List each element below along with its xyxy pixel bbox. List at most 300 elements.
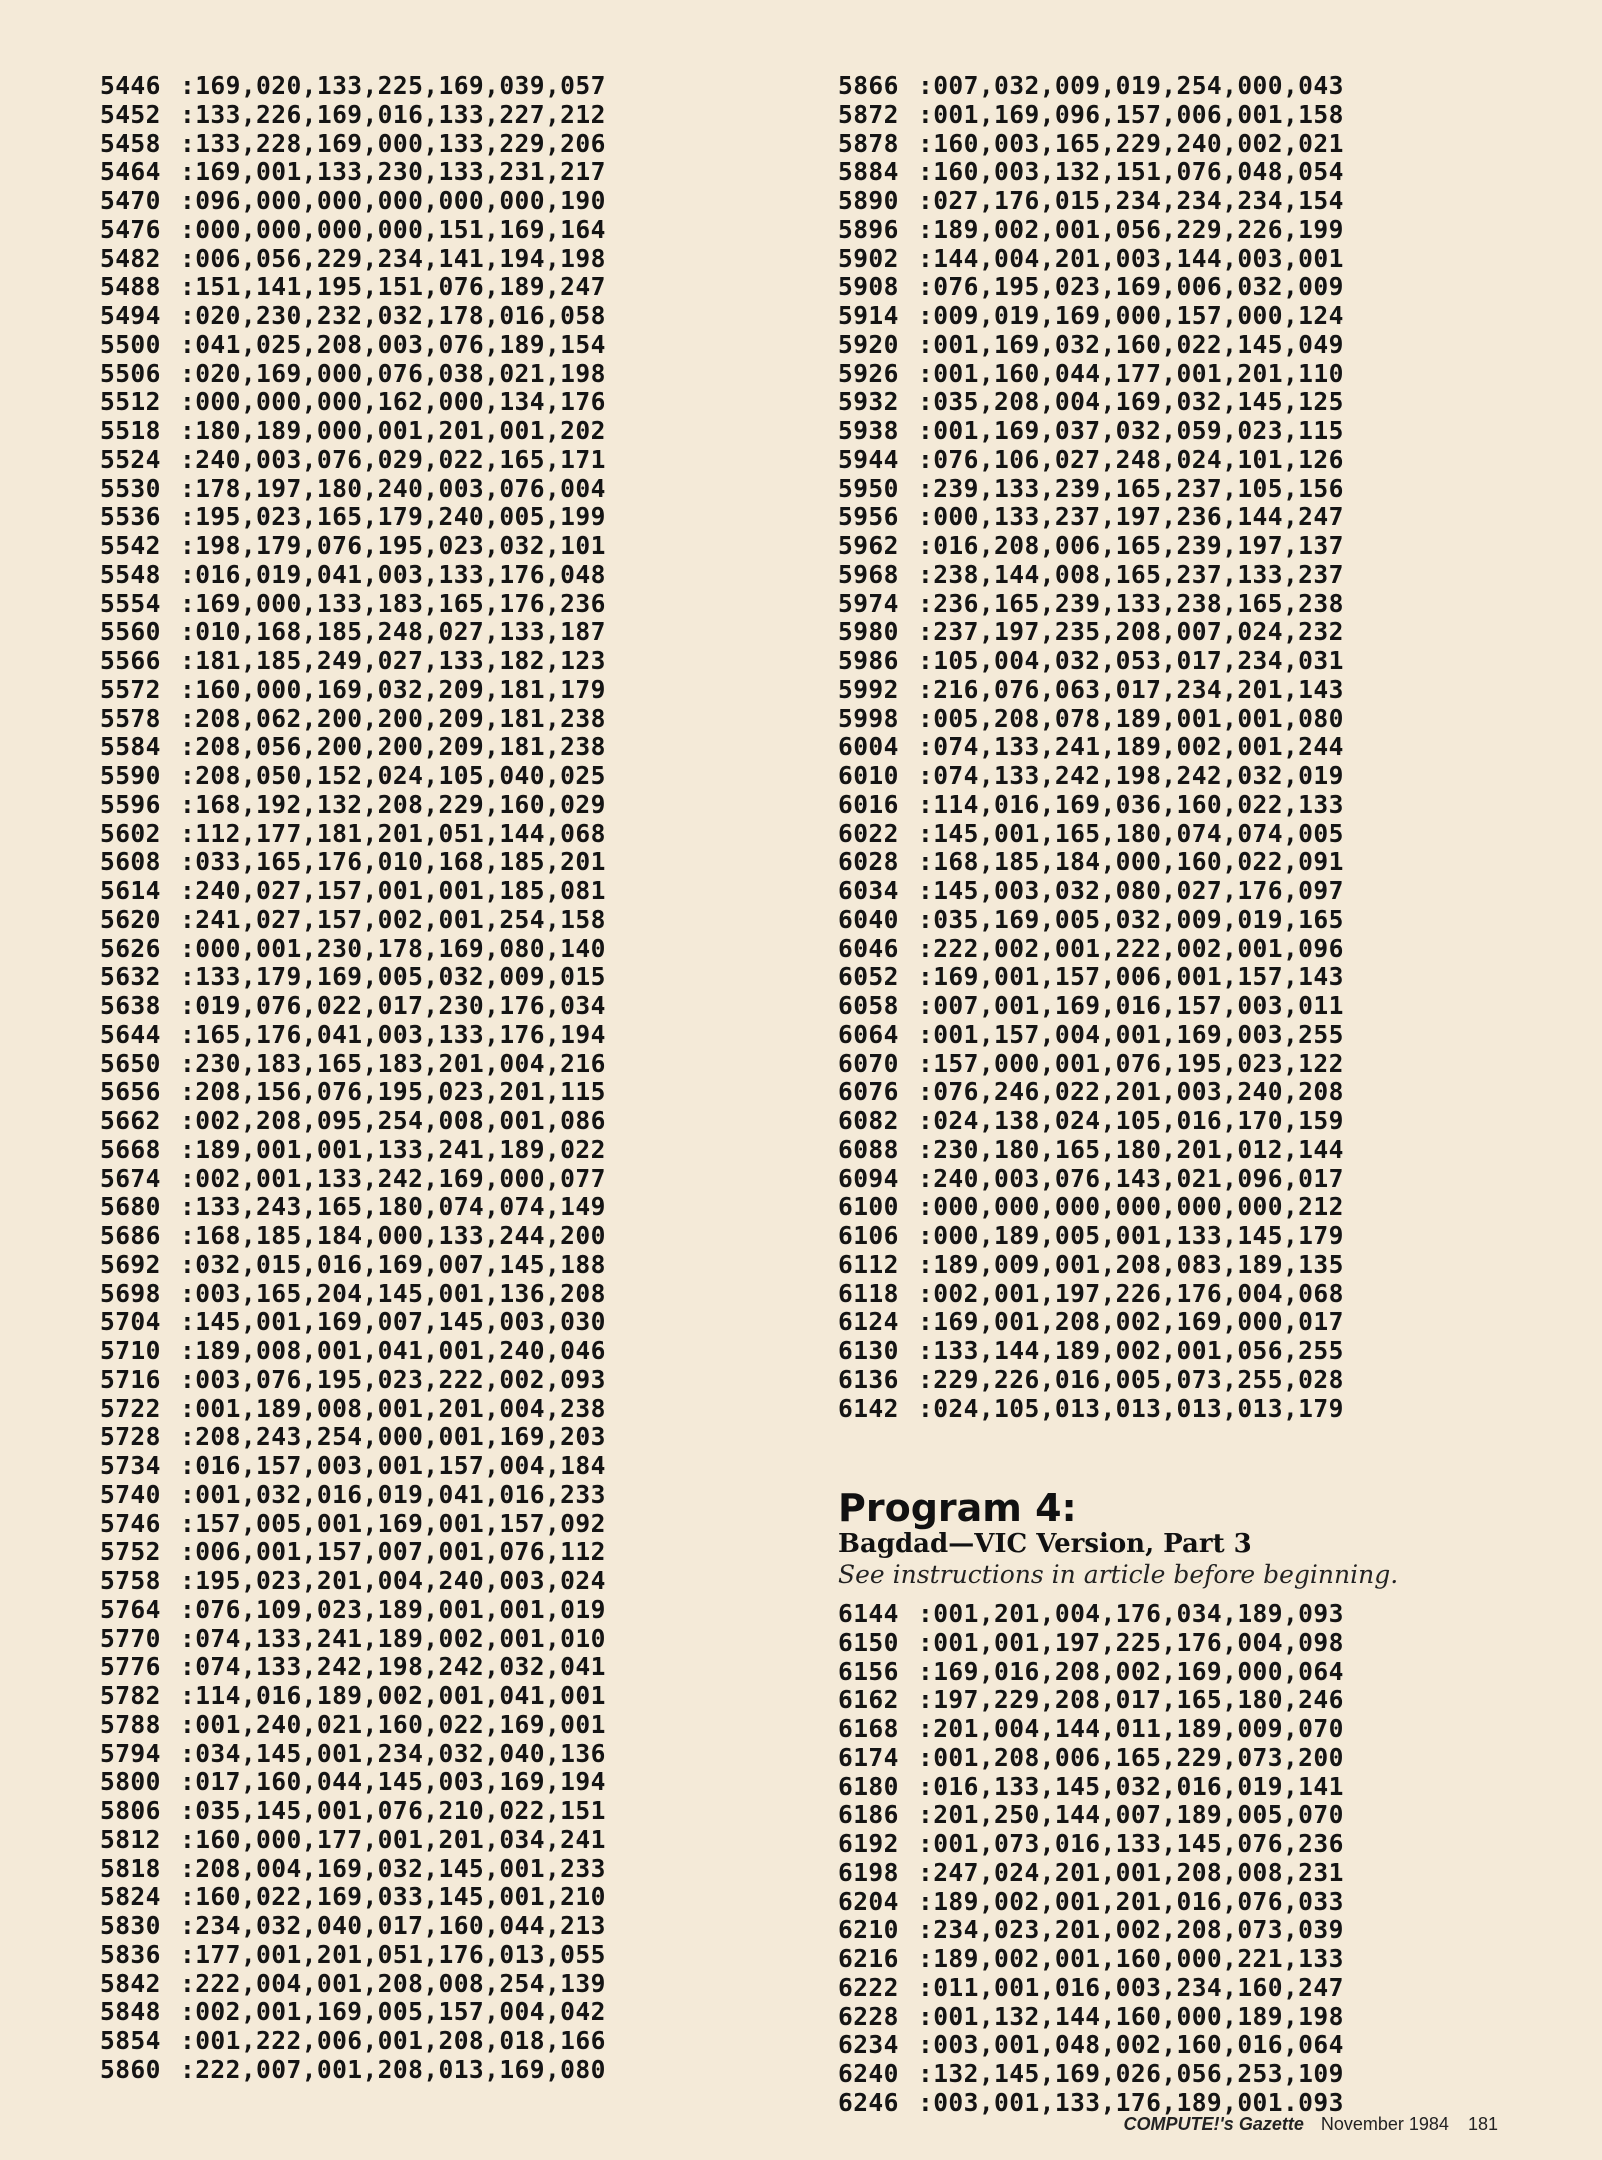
listing-line bbox=[100, 1826, 606, 1855]
line-number: 5494 bbox=[100, 301, 161, 330]
listing-line bbox=[100, 1653, 606, 1682]
listing-line bbox=[838, 647, 1344, 676]
line-number: 5656 bbox=[100, 1077, 161, 1107]
line-data: :001,222,006,001,208,018,166 bbox=[180, 2026, 606, 2055]
listing-line bbox=[100, 1337, 606, 1366]
line-number: 5992 bbox=[838, 674, 899, 704]
line-number: 5908 bbox=[838, 272, 899, 302]
line-data: :238,144,008,165,237,133,237 bbox=[918, 559, 1344, 589]
listing-line bbox=[100, 1510, 606, 1539]
line-data: :007,032,009,019,254,000,043 bbox=[918, 71, 1344, 100]
listing-line bbox=[838, 216, 1344, 245]
listing-line bbox=[100, 245, 606, 274]
line-number: 5782 bbox=[100, 1681, 161, 1710]
listing-line bbox=[100, 1165, 606, 1194]
line-data: :003,001,048,002,160,016,064 bbox=[918, 2030, 1344, 2060]
line-data: :198,179,076,195,023,032,101 bbox=[180, 531, 606, 560]
line-data: :074,133,241,189,002,001,244 bbox=[918, 732, 1344, 762]
listing-line bbox=[100, 417, 606, 446]
line-data: :001,169,096,157,006,001,158 bbox=[918, 99, 1344, 129]
line-data: :178,197,180,240,003,076,004 bbox=[180, 473, 606, 503]
listing-line bbox=[838, 1945, 1344, 1974]
line-data: :189,002,001,056,229,226,199 bbox=[918, 214, 1344, 244]
line-data: :208,243,254,000,001,169,203 bbox=[180, 1422, 606, 1452]
line-number: 5602 bbox=[100, 818, 161, 848]
line-data: :001,160,044,177,001,201,110 bbox=[918, 358, 1344, 388]
line-data: :009,019,169,000,157,000,124 bbox=[918, 301, 1344, 330]
line-data: :160,022,169,033,145,001,210 bbox=[180, 1882, 606, 1912]
listing-line bbox=[838, 1308, 1344, 1337]
listing-line bbox=[838, 1686, 1344, 1715]
line-data: :000,000,000,000,151,169,164 bbox=[180, 214, 606, 244]
listing-line bbox=[100, 1941, 606, 1970]
line-number: 5860 bbox=[100, 2054, 161, 2084]
line-data: :177,001,201,051,176,013,055 bbox=[180, 1939, 606, 1969]
line-number: 5926 bbox=[838, 358, 899, 388]
listing-line bbox=[838, 848, 1344, 877]
line-data: :011,001,016,003,234,160,247 bbox=[918, 1972, 1344, 2002]
program-title: Program 4: bbox=[838, 1486, 1077, 1530]
line-number: 5950 bbox=[838, 473, 899, 503]
listing-line bbox=[838, 590, 1344, 619]
line-data: :222,007,001,208,013,169,080 bbox=[180, 2054, 606, 2084]
line-number: 6118 bbox=[838, 1278, 899, 1308]
line-data: :168,192,132,208,229,160,029 bbox=[180, 789, 606, 819]
line-data: :197,229,208,017,165,180,246 bbox=[918, 1685, 1344, 1715]
line-data: :041,025,208,003,076,189,154 bbox=[180, 329, 606, 359]
line-number: 5566 bbox=[100, 646, 161, 675]
line-data: :133,243,165,180,074,074,149 bbox=[180, 1192, 606, 1222]
line-data: :035,208,004,169,032,145,125 bbox=[918, 387, 1344, 417]
line-data: :027,176,015,234,234,234,154 bbox=[918, 186, 1344, 215]
line-number: 5584 bbox=[100, 732, 161, 762]
line-data: :002,001,169,005,157,004,042 bbox=[180, 1997, 606, 2027]
listing-line bbox=[100, 1452, 606, 1481]
line-number: 5776 bbox=[100, 1652, 161, 1682]
listing-line bbox=[100, 1050, 606, 1079]
listing-line bbox=[100, 1423, 606, 1452]
line-number: 5692 bbox=[100, 1249, 161, 1279]
line-data: :010,168,185,248,027,133,187 bbox=[180, 617, 606, 647]
line-data: :165,176,041,003,133,176,194 bbox=[180, 1019, 606, 1049]
line-data: :240,003,076,143,021,096,017 bbox=[918, 1163, 1344, 1193]
line-data: :168,185,184,000,133,244,200 bbox=[180, 1221, 606, 1250]
listing-line bbox=[838, 158, 1344, 187]
line-number: 5548 bbox=[100, 559, 161, 589]
listing-line bbox=[838, 245, 1344, 274]
line-number: 5482 bbox=[100, 243, 161, 273]
line-number: 5446 bbox=[100, 71, 161, 100]
line-number: 5578 bbox=[100, 703, 161, 733]
listing-line bbox=[100, 676, 606, 705]
line-data: :017,160,044,145,003,169,194 bbox=[180, 1767, 606, 1797]
line-data: :189,002,001,201,016,076,033 bbox=[918, 1886, 1344, 1916]
line-number: 5710 bbox=[100, 1336, 161, 1365]
line-number: 5458 bbox=[100, 128, 161, 158]
line-number: 5596 bbox=[100, 789, 161, 819]
listing-line bbox=[100, 2056, 606, 2085]
line-data: :169,020,133,225,169,039,057 bbox=[180, 71, 606, 100]
line-number: 5896 bbox=[838, 214, 899, 244]
line-number: 6028 bbox=[838, 847, 899, 877]
footer-date: November 1984 bbox=[1320, 2114, 1449, 2134]
line-number: 5536 bbox=[100, 502, 161, 532]
listing-line bbox=[838, 963, 1344, 992]
line-number: 5848 bbox=[100, 1997, 161, 2027]
line-number: 5728 bbox=[100, 1422, 161, 1452]
line-data: :237,197,235,208,007,024,232 bbox=[918, 617, 1344, 647]
line-data: :208,056,200,200,209,181,238 bbox=[180, 732, 606, 762]
line-number: 6052 bbox=[838, 962, 899, 992]
listing-line bbox=[838, 733, 1344, 762]
line-data: :016,133,145,032,016,019,141 bbox=[918, 1771, 1344, 1801]
footer-page-number: 181 bbox=[1467, 2114, 1498, 2134]
line-number: 5914 bbox=[838, 301, 899, 330]
listing-line bbox=[838, 1859, 1344, 1888]
listing-line bbox=[100, 992, 606, 1021]
listing-line bbox=[838, 1888, 1344, 1917]
listing-line bbox=[838, 1193, 1344, 1222]
listing-line bbox=[100, 1625, 606, 1654]
listing-line bbox=[100, 1308, 606, 1337]
line-data: :133,228,169,000,133,229,206 bbox=[180, 128, 606, 158]
line-data: :035,145,001,076,210,022,151 bbox=[180, 1796, 606, 1825]
line-number: 5866 bbox=[838, 71, 899, 100]
line-number: 5530 bbox=[100, 473, 161, 503]
line-number: 5644 bbox=[100, 1019, 161, 1049]
line-number: 5518 bbox=[100, 416, 161, 445]
line-data: :208,004,169,032,145,001,233 bbox=[180, 1853, 606, 1883]
listing-line bbox=[100, 877, 606, 906]
line-data: :234,032,040,017,160,044,213 bbox=[180, 1911, 606, 1940]
listing-line bbox=[100, 503, 606, 532]
line-number: 6112 bbox=[838, 1249, 899, 1279]
line-number: 5662 bbox=[100, 1106, 161, 1135]
line-number: 6210 bbox=[838, 1915, 899, 1945]
line-data: :189,002,001,160,000,221,133 bbox=[918, 1944, 1344, 1973]
listing-line bbox=[838, 1744, 1344, 1773]
line-data: :169,000,133,183,165,176,236 bbox=[180, 588, 606, 618]
line-data: :074,133,242,198,242,032,041 bbox=[180, 1652, 606, 1682]
listing-line bbox=[838, 992, 1344, 1021]
line-number: 6016 bbox=[838, 789, 899, 819]
line-data: :002,208,095,254,008,001,086 bbox=[180, 1106, 606, 1135]
listing-line bbox=[838, 1395, 1344, 1424]
listing-line bbox=[838, 791, 1344, 820]
line-data: :001,073,016,133,145,076,236 bbox=[918, 1829, 1344, 1858]
line-data: :234,023,201,002,208,073,039 bbox=[918, 1915, 1344, 1945]
listing-line bbox=[838, 130, 1344, 159]
line-data: :020,169,000,076,038,021,198 bbox=[180, 358, 606, 388]
line-number: 5512 bbox=[100, 387, 161, 417]
line-number: 5932 bbox=[838, 387, 899, 417]
line-number: 6150 bbox=[838, 1627, 899, 1657]
listing-line bbox=[100, 1251, 606, 1280]
line-number: 5638 bbox=[100, 991, 161, 1020]
line-number: 6130 bbox=[838, 1336, 899, 1365]
listing-line bbox=[100, 1768, 606, 1797]
line-data: :208,156,076,195,023,201,115 bbox=[180, 1077, 606, 1107]
line-data: :180,189,000,001,201,001,202 bbox=[180, 416, 606, 445]
listing-line bbox=[100, 1797, 606, 1826]
listing-line bbox=[100, 963, 606, 992]
line-data: :007,001,169,016,157,003,011 bbox=[918, 991, 1344, 1020]
line-number: 5614 bbox=[100, 876, 161, 905]
line-data: :002,001,197,226,176,004,068 bbox=[918, 1278, 1344, 1308]
listing-line bbox=[838, 475, 1344, 504]
listing-line bbox=[838, 2031, 1344, 2060]
line-number: 5500 bbox=[100, 329, 161, 359]
listing-line bbox=[100, 1366, 606, 1395]
line-number: 5806 bbox=[100, 1796, 161, 1825]
line-data: :001,001,197,225,176,004,098 bbox=[918, 1627, 1344, 1657]
listing-line bbox=[838, 561, 1344, 590]
program-note: See instructions in article before beginning. bbox=[838, 1560, 1399, 1589]
line-number: 5788 bbox=[100, 1709, 161, 1739]
line-data: :005,208,078,189,001,001,080 bbox=[918, 703, 1344, 733]
listing-line bbox=[100, 1107, 606, 1136]
line-number: 5590 bbox=[100, 761, 161, 790]
listing-line bbox=[100, 130, 606, 159]
line-data: :076,246,022,201,003,240,208 bbox=[918, 1077, 1344, 1107]
line-data: :003,001,133,176,189,001.093 bbox=[918, 2087, 1344, 2117]
line-number: 5572 bbox=[100, 674, 161, 704]
line-number: 5488 bbox=[100, 272, 161, 302]
footer-magazine: COMPUTE!'s Gazette bbox=[1123, 2114, 1304, 2134]
line-data: :076,106,027,248,024,101,126 bbox=[918, 444, 1344, 474]
listing-line bbox=[838, 446, 1344, 475]
listing-line bbox=[838, 532, 1344, 561]
line-data: :132,145,169,026,056,253,109 bbox=[918, 2059, 1344, 2088]
line-data: :033,165,176,010,168,185,201 bbox=[180, 847, 606, 877]
listing-line bbox=[100, 1998, 606, 2027]
listing-line bbox=[838, 503, 1344, 532]
line-data: :169,001,208,002,169,000,017 bbox=[918, 1307, 1344, 1337]
line-number: 6186 bbox=[838, 1800, 899, 1830]
line-number: 5686 bbox=[100, 1221, 161, 1250]
line-number: 5956 bbox=[838, 502, 899, 532]
line-number: 5620 bbox=[100, 904, 161, 934]
line-number: 5476 bbox=[100, 214, 161, 244]
line-data: :001,032,016,019,041,016,233 bbox=[180, 1479, 606, 1509]
line-data: :074,133,242,198,242,032,019 bbox=[918, 761, 1344, 790]
line-number: 5980 bbox=[838, 617, 899, 647]
listing-line bbox=[838, 1801, 1344, 1830]
line-data: :032,015,016,169,007,145,188 bbox=[180, 1249, 606, 1279]
page-footer bbox=[1124, 2114, 1498, 2135]
listing-line bbox=[100, 158, 606, 187]
line-data: :034,145,001,234,032,040,136 bbox=[180, 1738, 606, 1768]
line-data: :160,003,165,229,240,002,021 bbox=[918, 128, 1344, 158]
line-data: :001,201,004,176,034,189,093 bbox=[918, 1599, 1344, 1628]
line-number: 6034 bbox=[838, 876, 899, 905]
line-data: :168,185,184,000,160,022,091 bbox=[918, 847, 1344, 877]
line-data: :195,023,201,004,240,003,024 bbox=[180, 1566, 606, 1595]
line-data: :240,027,157,001,001,185,081 bbox=[180, 876, 606, 905]
line-number: 6100 bbox=[838, 1192, 899, 1222]
line-data: :160,003,132,151,076,048,054 bbox=[918, 157, 1344, 187]
line-data: :169,016,208,002,169,000,064 bbox=[918, 1656, 1344, 1686]
listing-line bbox=[838, 1050, 1344, 1079]
line-data: :145,001,169,007,145,003,030 bbox=[180, 1307, 606, 1337]
line-data: :145,003,032,080,027,176,097 bbox=[918, 876, 1344, 905]
listing-line bbox=[838, 1629, 1344, 1658]
listing-line bbox=[838, 273, 1344, 302]
line-number: 5452 bbox=[100, 99, 161, 129]
line-data: :016,208,006,165,239,197,137 bbox=[918, 531, 1344, 560]
line-data: :000,001,230,178,169,080,140 bbox=[180, 933, 606, 963]
line-data: :240,003,076,029,022,165,171 bbox=[180, 444, 606, 474]
listing-line bbox=[100, 446, 606, 475]
line-number: 5524 bbox=[100, 444, 161, 474]
program4-listing bbox=[838, 1600, 1344, 2118]
listing-line bbox=[838, 1021, 1344, 1050]
line-number: 6198 bbox=[838, 1857, 899, 1887]
listing-line bbox=[100, 935, 606, 964]
line-data: :160,000,169,032,209,181,179 bbox=[180, 674, 606, 704]
line-number: 6076 bbox=[838, 1077, 899, 1107]
line-data: :074,133,241,189,002,001,010 bbox=[180, 1623, 606, 1653]
listing-line bbox=[838, 676, 1344, 705]
line-data: :006,001,157,007,001,076,112 bbox=[180, 1537, 606, 1567]
listing-line bbox=[100, 360, 606, 389]
line-number: 6070 bbox=[838, 1048, 899, 1078]
listing-line bbox=[838, 1165, 1344, 1194]
line-data: :001,240,021,160,022,169,001 bbox=[180, 1709, 606, 1739]
line-number: 5998 bbox=[838, 703, 899, 733]
line-data: :035,169,005,032,009,019,165 bbox=[918, 904, 1344, 934]
listing-line bbox=[838, 417, 1344, 446]
line-number: 5608 bbox=[100, 847, 161, 877]
listing-line bbox=[838, 820, 1344, 849]
line-data: :003,165,204,145,001,136,208 bbox=[180, 1278, 606, 1308]
line-data: :157,000,001,076,195,023,122 bbox=[918, 1048, 1344, 1078]
line-number: 5698 bbox=[100, 1278, 161, 1308]
line-data: :160,000,177,001,201,034,241 bbox=[180, 1824, 606, 1854]
listing-line bbox=[100, 302, 606, 331]
line-data: :003,076,195,023,222,002,093 bbox=[180, 1364, 606, 1394]
listing-line bbox=[100, 1711, 606, 1740]
listing-line bbox=[838, 877, 1344, 906]
line-number: 5464 bbox=[100, 157, 161, 187]
listing-line bbox=[838, 1600, 1344, 1629]
listing-line bbox=[838, 72, 1344, 101]
listing-line bbox=[100, 1136, 606, 1165]
listing-line bbox=[838, 1280, 1344, 1309]
listing-line bbox=[100, 216, 606, 245]
line-number: 6168 bbox=[838, 1714, 899, 1743]
line-data: :114,016,189,002,001,041,001 bbox=[180, 1681, 606, 1710]
listing-line bbox=[838, 101, 1344, 130]
listing-line bbox=[838, 1222, 1344, 1251]
listing-line bbox=[838, 1366, 1344, 1395]
listing-line bbox=[100, 532, 606, 561]
line-number: 6082 bbox=[838, 1106, 899, 1135]
listing-line bbox=[838, 331, 1344, 360]
listing-line bbox=[838, 1658, 1344, 1687]
line-data: :208,050,152,024,105,040,025 bbox=[180, 761, 606, 790]
listing-line bbox=[838, 360, 1344, 389]
line-data: :105,004,032,053,017,234,031 bbox=[918, 646, 1344, 675]
line-number: 5800 bbox=[100, 1767, 161, 1797]
listing-line bbox=[100, 1280, 606, 1309]
line-number: 5680 bbox=[100, 1192, 161, 1222]
line-data: :230,183,165,183,201,004,216 bbox=[180, 1048, 606, 1078]
listing-line bbox=[100, 2027, 606, 2056]
right-listing bbox=[838, 72, 1344, 1423]
line-number: 6216 bbox=[838, 1944, 899, 1973]
line-number: 5968 bbox=[838, 559, 899, 589]
line-data: :000,133,237,197,236,144,247 bbox=[918, 502, 1344, 532]
listing-line bbox=[838, 1715, 1344, 1744]
listing-line bbox=[838, 1830, 1344, 1859]
line-data: :247,024,201,001,208,008,231 bbox=[918, 1857, 1344, 1887]
line-number: 5902 bbox=[838, 243, 899, 273]
line-number: 6004 bbox=[838, 732, 899, 762]
line-number: 5668 bbox=[100, 1134, 161, 1164]
line-number: 6124 bbox=[838, 1307, 899, 1337]
line-number: 5470 bbox=[100, 186, 161, 215]
line-number: 5986 bbox=[838, 646, 899, 675]
listing-line bbox=[100, 1078, 606, 1107]
line-data: :151,141,195,151,076,189,247 bbox=[180, 272, 606, 302]
listing-line bbox=[100, 1021, 606, 1050]
line-number: 6246 bbox=[838, 2087, 899, 2117]
line-number: 5794 bbox=[100, 1738, 161, 1768]
line-number: 5824 bbox=[100, 1882, 161, 1912]
listing-line bbox=[100, 273, 606, 302]
line-data: :000,000,000,162,000,134,176 bbox=[180, 387, 606, 417]
line-data: :001,169,037,032,059,023,115 bbox=[918, 416, 1344, 445]
line-number: 6156 bbox=[838, 1656, 899, 1686]
line-data: :208,062,200,200,209,181,238 bbox=[180, 703, 606, 733]
listing-line bbox=[838, 1337, 1344, 1366]
line-data: :076,109,023,189,001,001,019 bbox=[180, 1594, 606, 1624]
listing-line bbox=[100, 1222, 606, 1251]
line-number: 5872 bbox=[838, 99, 899, 129]
line-data: :201,004,144,011,189,009,070 bbox=[918, 1714, 1344, 1743]
listing-line bbox=[838, 618, 1344, 647]
line-data: :133,226,169,016,133,227,212 bbox=[180, 99, 606, 129]
listing-line bbox=[100, 705, 606, 734]
line-number: 6142 bbox=[838, 1393, 899, 1423]
line-number: 5836 bbox=[100, 1939, 161, 1969]
listing-line bbox=[838, 1773, 1344, 1802]
line-number: 5974 bbox=[838, 588, 899, 618]
line-number: 5884 bbox=[838, 157, 899, 187]
listing-line bbox=[100, 101, 606, 130]
line-data: :096,000,000,000,000,000,190 bbox=[180, 186, 606, 215]
listing-line bbox=[100, 388, 606, 417]
line-number: 5938 bbox=[838, 416, 899, 445]
line-number: 5674 bbox=[100, 1163, 161, 1193]
line-data: :230,180,165,180,201,012,144 bbox=[918, 1134, 1344, 1164]
line-number: 6234 bbox=[838, 2030, 899, 2060]
listing-line bbox=[838, 762, 1344, 791]
listing-line bbox=[100, 1395, 606, 1424]
line-number: 5818 bbox=[100, 1853, 161, 1883]
line-number: 6136 bbox=[838, 1364, 899, 1394]
listing-line bbox=[838, 1136, 1344, 1165]
listing-line bbox=[100, 1740, 606, 1769]
listing-line bbox=[838, 1974, 1344, 2003]
left-listing bbox=[100, 72, 606, 2085]
line-data: :189,001,001,133,241,189,022 bbox=[180, 1134, 606, 1164]
line-data: :112,177,181,201,051,144,068 bbox=[180, 818, 606, 848]
line-data: :169,001,157,006,001,157,143 bbox=[918, 962, 1344, 992]
line-number: 6228 bbox=[838, 2001, 899, 2031]
listing-line bbox=[100, 1596, 606, 1625]
